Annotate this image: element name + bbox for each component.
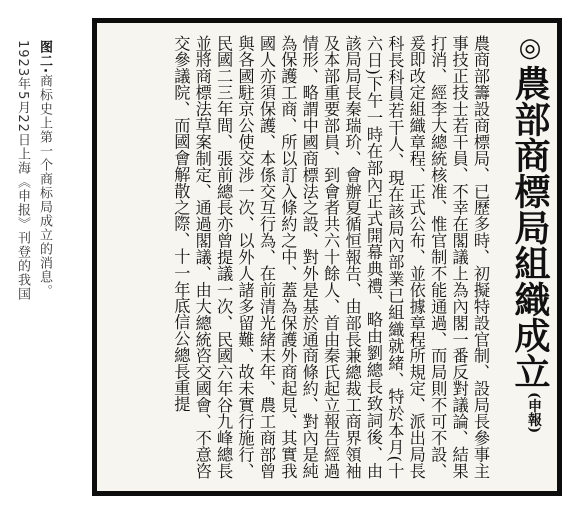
caption-text-1: 商标史上第一个商标局成立的消息。 [37, 73, 52, 298]
newspaper-clipping [92, 18, 562, 496]
headline-text: 農部商標局組織成立 [509, 65, 551, 389]
figure-caption [14, 40, 52, 301]
article-body: 農商部籌設商標局、已歷多時、初擬特設官制、設局長參事主事技正技士若干員、不幸在閣議上為內閣一番反對議論、結果打消、經李大總統核准、惟官制不能通過、而局則不可不設、爰即改定組織章程、正式公布、並依據章程所規定、派出局長科長科員若干人、現在該局內部業已組織就緒、特於本月(十六日)下午一時在部內正式開幕典禮、略由劉總長致詞後、由該局局長秦瑞玠、會辦夏循恒報告、由部長兼總裁工商界領袖及本部重要部員、到會者共六十餘人、首由秦氏起立報告經過情形、略謂中國商標法之設、對外是基於通商條約、對內是純為保護工商、所以訂入條約之中、蓋為保護外商起見、其實我國人亦須保護、本係交互行為、在前清光緒末年、農工商部曾與各國駐京公使交涉一次、以外人諸多留難、故未實行施行、民國二三年間、張前總長亦曾提議一次、民國六年谷九峰總長並將商標法草案制定、通過閣議、由大總統咨交國會、不意咨交參議院、而國會解散之際、十一年底信公總長重提 [171, 35, 490, 479]
caption-line-1 [36, 40, 52, 301]
caption-line-2: 1923年5月22日上海《申报》刊登的我国 [15, 40, 30, 301]
headline-bullet-icon: ◎ [515, 33, 545, 63]
source-tag: (申報) [526, 391, 542, 433]
headline [497, 25, 555, 496]
figure-label: 图二· [37, 40, 52, 74]
clipping-content [99, 25, 555, 489]
